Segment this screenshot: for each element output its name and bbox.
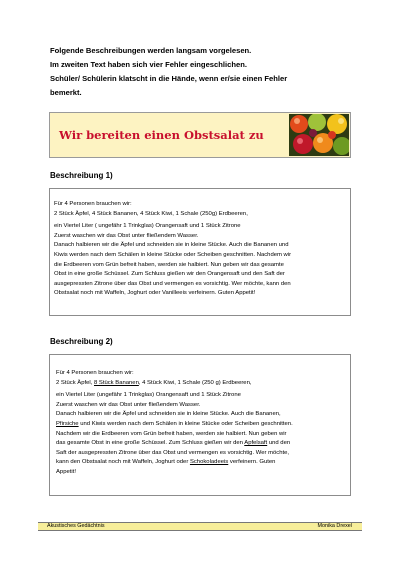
text-segment: und Kiwis werden nach dem Schälen in kleine Stücke oder Scheiben geschnitten.	[78, 420, 293, 427]
text-line: Kiwis werden nach dem Schälen in kleine Stücke oder Scheiben geschnitten. Nachdem wir	[54, 251, 292, 258]
fruit-image	[289, 114, 349, 156]
text-segment: , 4 Stück Kiwi, 1 Schale (250 g) Erdbeeren,	[138, 379, 252, 386]
text-line: Obst in eine große Schüssel. Zum Schluss gießen wir den Orangensaft und den Saft der	[54, 271, 285, 278]
page-footer	[38, 522, 362, 531]
text-line: Zuerst waschen wir das Obst unter fließendem Wasser.	[54, 232, 199, 239]
description-box-2	[49, 354, 351, 496]
text-line: ausgepressten Zitrone über das Obst und vermengen es vorsichtig. Wer möchte, kann den	[54, 280, 291, 287]
text-segment: verfeinern. Guten	[228, 459, 276, 466]
instruction-line: Folgende Beschreibungen werden langsam vorgelesen.	[50, 46, 252, 55]
error-word: Apfelsaft	[244, 440, 268, 447]
text-segment: kann den Obstsalat noch mit Waffeln, Joghurt oder	[56, 459, 190, 466]
text-line: 2 Stück Äpfel, 4 Stück Bananen, 4 Stück Kiwi, 1 Schale (250g) Erdbeeren,	[54, 210, 248, 217]
text-line: ein Viertel Liter (ungefähr 1 Trinkglas) Orangensaft und 1 Stück Zitrone	[56, 392, 241, 399]
footer-author: Monika Drexel	[317, 523, 352, 529]
instructions	[50, 44, 350, 100]
instruction-line: bemerkt.	[50, 88, 82, 97]
footer-subject: Akustisches Gedächtnis	[47, 523, 105, 529]
text-line	[56, 379, 343, 389]
error-word: 8 Stück Bananen	[93, 379, 139, 386]
text-line	[56, 420, 343, 430]
text-segment: das gesamte Obst in eine große Schüssel. Zum Schluss gießen wir den	[56, 440, 245, 447]
error-word: Pfirsiche	[56, 420, 79, 427]
text-line: Appetit!	[56, 468, 76, 475]
text-line: Zuerst waschen wir das Obst unter fließendem Wasser.	[56, 401, 201, 408]
text-line: Saft der ausgepressten Zitrone über das Obst und vermengen es vorsichtig. Wer möchte,	[56, 449, 290, 456]
text-line: Danach halbieren wir die Äpfel und schneiden sie in kleine Stücke. Auch die Bananen,	[56, 411, 281, 418]
text-line: die Erdbeeren vom Grün befreit haben, werden sie halbiert. Nun geben wir das gesamte	[54, 261, 284, 268]
text-segment: 2 Stück Äpfel,	[56, 379, 94, 386]
page-title: Wir bereiten einen Obstsalat zu	[59, 128, 264, 142]
text-line	[56, 458, 343, 468]
text-line: Für 4 Personen brauchen wir:	[56, 370, 134, 376]
text-segment: und den	[267, 440, 291, 447]
text-line: ein Viertel Liter ( ungefähr 1 Trinkglas) Orangensaft und 1 Stück Zitrone	[54, 223, 241, 230]
title-banner	[49, 112, 351, 158]
instruction-line: Schüler/ Schülerin klatscht in die Hände, wenn er/sie einen Fehler	[50, 74, 288, 83]
text-line	[56, 439, 343, 449]
section-heading-2: Beschreibung 2)	[50, 337, 113, 346]
section-heading-1: Beschreibung 1)	[50, 171, 113, 180]
description-box-1	[49, 188, 351, 316]
text-line: Nachdem wir die Erdbeeren vom Grün befreit haben, werden sie halbiert. Nun geben wir	[56, 430, 287, 437]
text-line: Danach halbieren wir die Äpfel und schneiden sie in kleine Stücke. Auch die Bananen und	[54, 242, 289, 249]
text-line: Für 4 Personen brauchen wir:	[54, 201, 132, 207]
text-line: Obstsalat noch mit Waffeln, Joghurt oder Vanilleeis verfeinern. Guten Appetit!	[54, 290, 256, 297]
error-word: Schokoladeeis	[189, 459, 229, 466]
instruction-line: Im zweiten Text haben sich vier Fehler eingeschlichen.	[50, 60, 247, 69]
